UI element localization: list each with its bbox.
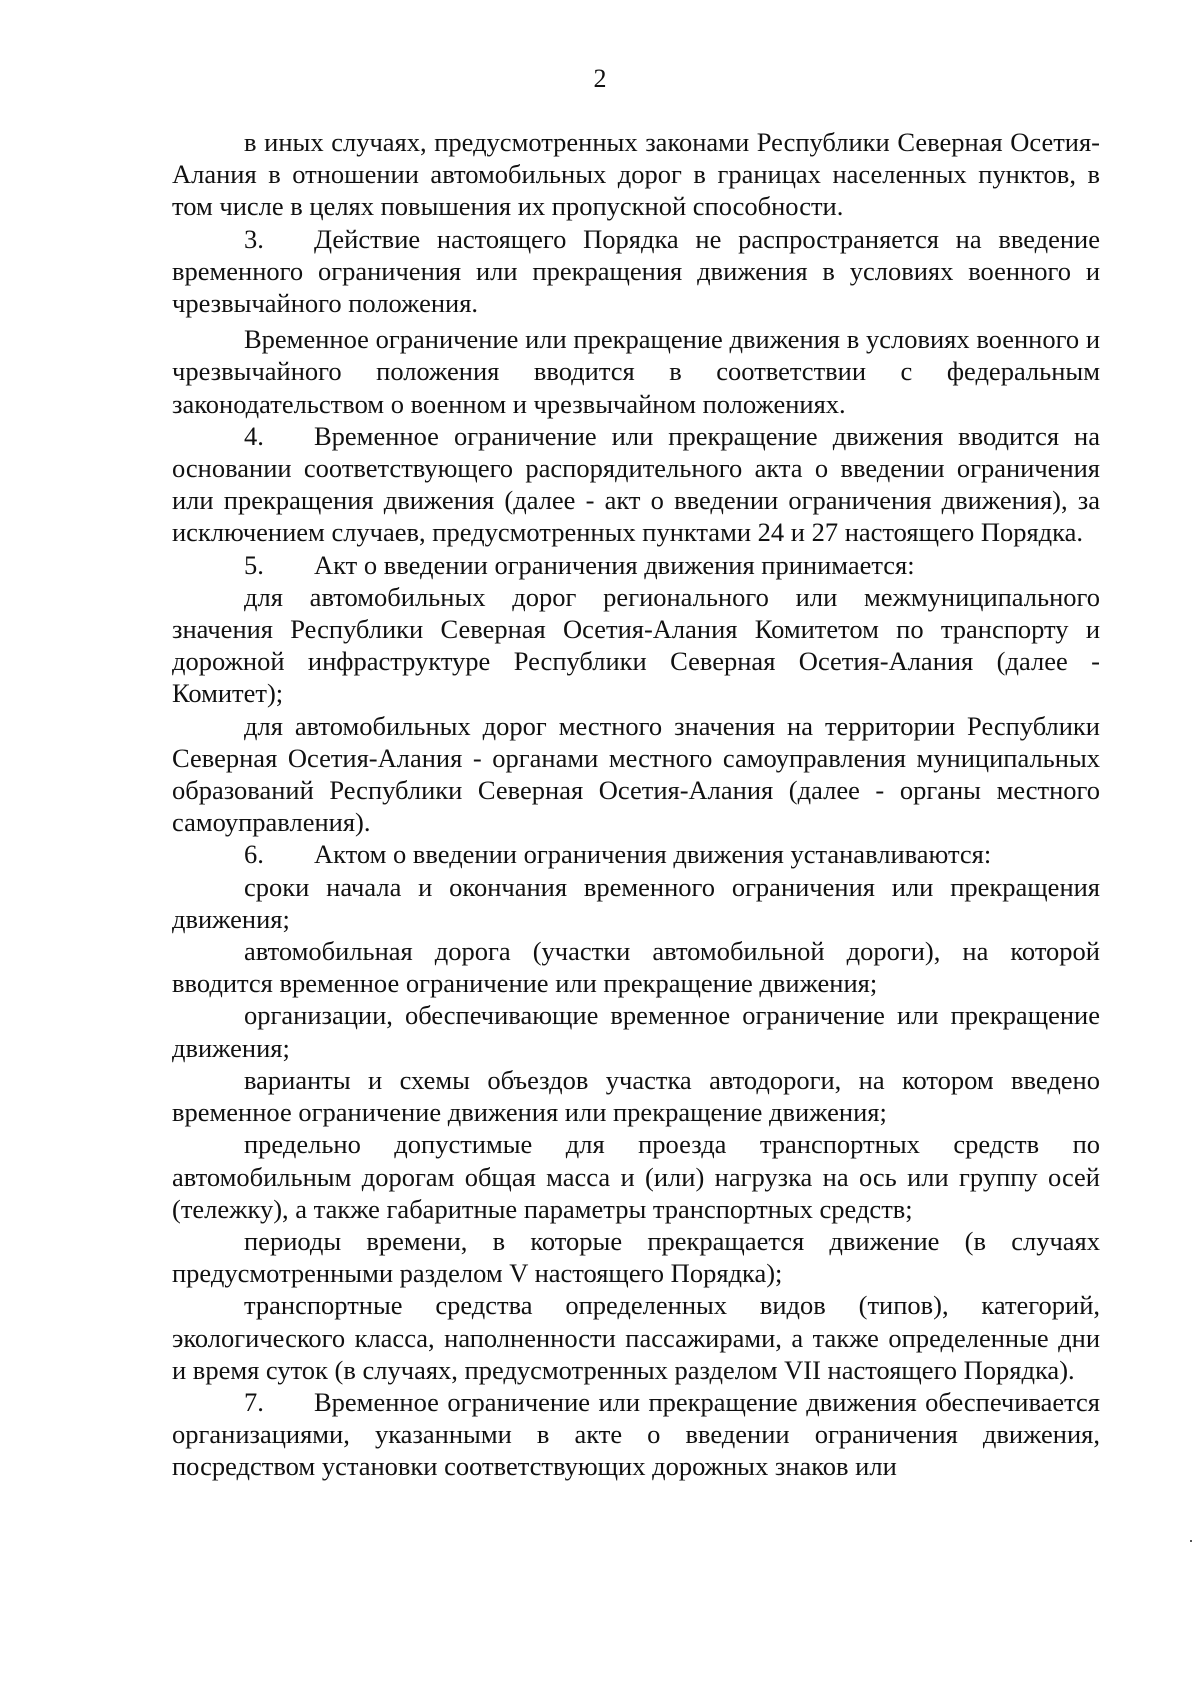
paragraph-text: для автомобильных дорог регионального или межмуниципального значения Республики Северная Осетия-Алания Комитетом по транспорту и дорожной инфраструктуре Республики Северная Осетия-Алания (далее - Комитет); [172, 581, 1100, 709]
document-body [172, 126, 1100, 1483]
item-number: 6. [244, 839, 264, 870]
paragraph-text: организации, обеспечивающие временное ограничение или прекращение движения; [172, 1000, 1100, 1063]
list-item [172, 1289, 1100, 1386]
list-item [172, 1225, 1100, 1289]
item-number: 7. [244, 1386, 264, 1417]
paragraph-text: Актом о введении ограничения движения устанавливаются: [314, 839, 992, 870]
item-number: 3. [244, 223, 264, 254]
paragraph-item-5 [172, 549, 1100, 581]
paragraph-text: сроки начала и окончания временного ограничения или прекращения движения; [172, 871, 1100, 934]
paragraph-item-6 [172, 838, 1100, 870]
paragraph-text: Действие настоящего Порядка не распространяется на введение временного ограничения или прекращения движения в условиях военного и чрезвычайного положения. [172, 223, 1100, 319]
scan-speck [1190, 1540, 1192, 1542]
paragraph-continuation [172, 126, 1100, 223]
paragraph-text: предельно допустимые для проезда транспортных средств по автомобильным дорогам общая масса и (или) нагрузка на ось или группу осей (тележку), а также габаритные параметры транспортных средств; [172, 1129, 1100, 1224]
paragraph-text: варианты и схемы объездов участка автодороги, на котором введено временное ограничение движения или прекращение движения; [172, 1064, 1100, 1128]
list-item [172, 1128, 1100, 1225]
paragraph-text: Временное ограничение или прекращение движения обеспечивается организациями, указанными в акте о введении ограничения движения, посредством установки соответствующих дорожных знаков или [172, 1386, 1100, 1482]
paragraph-text: автомобильная дорога (участки автомобильной дороги), на которой вводится временное ограничение или прекращение движения; [172, 936, 1100, 999]
paragraph-text: Временное ограничение или прекращение движения в условиях военного и чрезвычайного положения вводится в соответствии с федеральным законодательством о военном и чрезвычайном положениях. [172, 324, 1100, 419]
paragraph-text: Временное ограничение или прекращение движения вводится на основании соответствующего распорядительного акта о введении ограничения или прекращения движения (далее - акт о введении ограничения движения), за исключением случаев, предусмотренных пунктами 24 и 27 настоящего Порядка. [172, 420, 1100, 548]
paragraph-text: транспортные средства определенных видов (типов), категорий, экологического класса, наполненности пассажирами, а также определенные дни и время суток (в случаях, предусмотренных разделом VII настоящего Порядка). [172, 1290, 1100, 1385]
paragraph-item-3 [172, 223, 1100, 320]
list-item [172, 1064, 1100, 1128]
paragraph-text: Акт о введении ограничения движения принимается: [314, 549, 915, 580]
paragraph-item-7 [172, 1386, 1100, 1483]
list-item [172, 935, 1100, 999]
paragraph-item-4 [172, 420, 1100, 549]
paragraph-text: для автомобильных дорог местного значения на территории Республики Северная Осетия-Алания - органами местного самоуправления муниципальных образований Республики Северная Осетия-Алания (далее - органы местного самоуправления). [172, 710, 1100, 838]
paragraph [172, 710, 1100, 839]
paragraph-text: в иных случаях, предусмотренных законами Республики Северная Осетия-Алания в отношении автомобильных дорог в границах населенных пунктов, в том числе в целях повышения их пропускной способности. [172, 127, 1100, 222]
list-item [172, 871, 1100, 935]
paragraph [172, 581, 1100, 710]
item-number: 5. [244, 549, 264, 580]
list-item [172, 999, 1100, 1063]
paragraph [172, 323, 1100, 420]
page-number: 2 [593, 64, 607, 93]
paragraph-text: периоды времени, в которые прекращается движение (в случаях предусмотренными разделом V настоящего Порядка); [172, 1225, 1100, 1289]
item-number: 4. [244, 420, 264, 451]
